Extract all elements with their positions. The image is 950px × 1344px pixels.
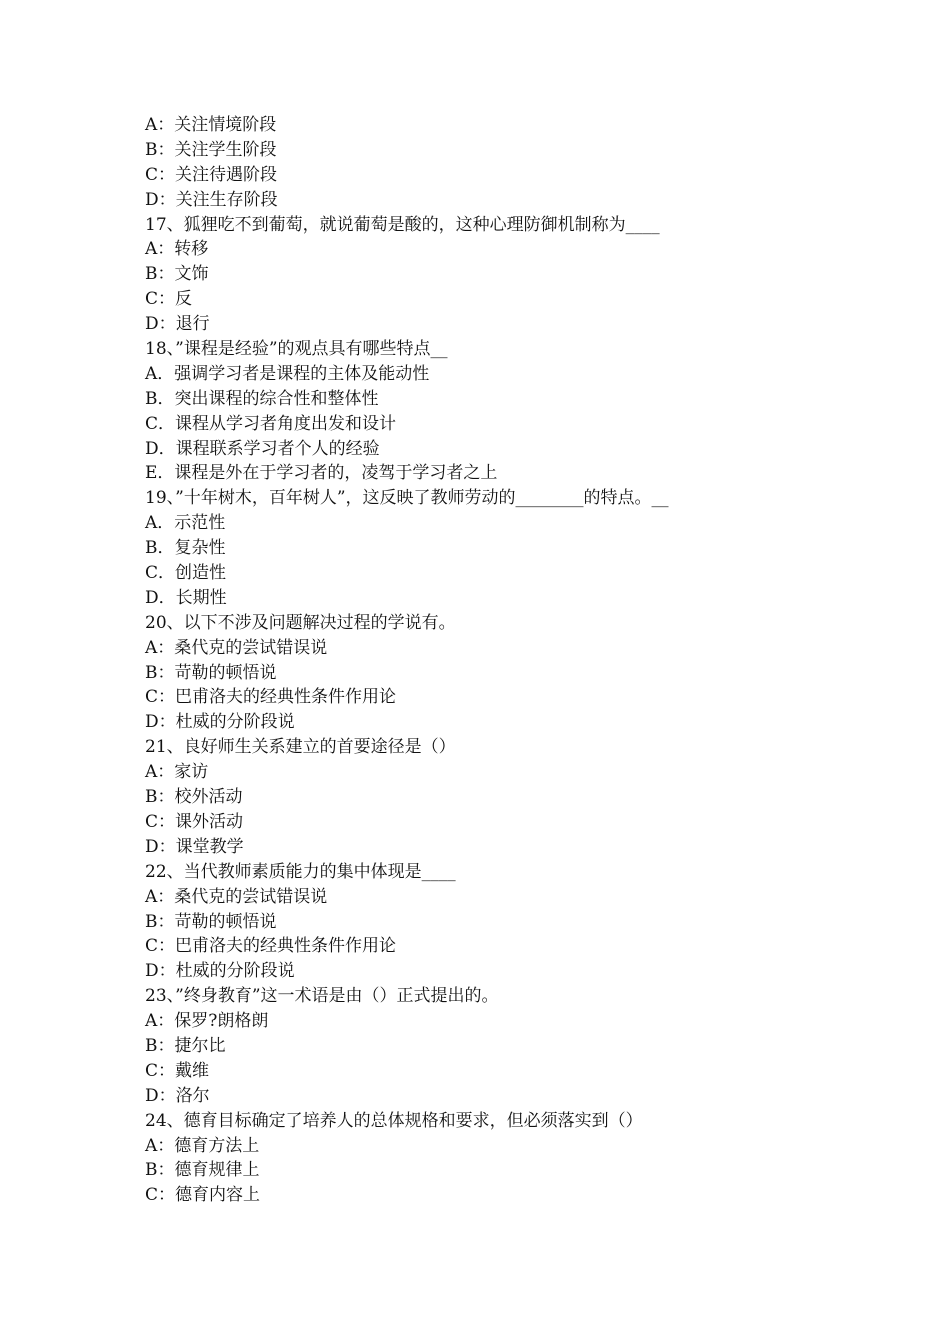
- question-18: 18、”课程是经验”的观点具有哪些特点__: [145, 339, 448, 360]
- option-line: B：苛勒的顿悟说: [145, 662, 277, 683]
- option-line: B：德育规律上: [145, 1160, 260, 1181]
- option-line: B：捷尔比: [145, 1035, 226, 1056]
- option-line: C：关注待遇阶段: [145, 164, 278, 185]
- option-line: C：巴甫洛夫的经典性条件作用论: [145, 687, 397, 708]
- option-line: A：保罗?朗格朗: [145, 1011, 269, 1032]
- question-17: 17、狐狸吃不到葡萄，就说葡萄是酸的，这种心理防御机制称为____: [145, 214, 660, 235]
- option-line: A：转移: [145, 239, 209, 260]
- option-line: D：课堂教学: [145, 836, 244, 857]
- question-22: 22、当代教师素质能力的集中体现是____: [145, 861, 456, 882]
- question-list: [145, 113, 845, 1208]
- option-line: C：课外活动: [145, 811, 244, 832]
- option-line: C：反: [145, 289, 193, 310]
- option-line: C．课程从学习者角度出发和设计: [145, 413, 397, 434]
- option-line: A：桑代克的尝试错误说: [145, 637, 328, 658]
- option-line: C：德育内容上: [145, 1185, 261, 1206]
- question-19: 19、”十年树木，百年树人”，这反映了教师劳动的________的特点。__: [145, 488, 669, 509]
- option-line: A：关注情境阶段: [145, 115, 277, 135]
- option-line: B：关注学生阶段: [145, 139, 277, 160]
- option-line: B．复杂性: [145, 538, 226, 559]
- question-20: 20、以下不涉及问题解决过程的学说有。: [145, 612, 456, 633]
- option-line: B：校外活动: [145, 787, 243, 808]
- option-line: A：桑代克的尝试错误说: [145, 886, 328, 907]
- option-line: A．强调学习者是课程的主体及能动性: [145, 363, 430, 384]
- option-line: B：文饰: [145, 264, 209, 285]
- option-line: D．课程联系学习者个人的经验: [145, 438, 380, 459]
- option-line: A：德育方法上: [145, 1135, 260, 1156]
- option-line: D：退行: [145, 314, 210, 335]
- option-line: E．课程是外在于学习者的，凌驾于学习者之上: [145, 463, 498, 484]
- option-line: A：家访: [145, 762, 209, 783]
- option-line: D：洛尔: [145, 1085, 210, 1106]
- question-23: 23、”终身教育”这一术语是由（）正式提出的。: [145, 986, 499, 1007]
- option-line: B．突出课程的综合性和整体性: [145, 388, 379, 409]
- option-line: B：苛勒的顿悟说: [145, 911, 277, 932]
- question-24: 24、德育目标确定了培养人的总体规格和要求，但必须落实到（）: [145, 1110, 643, 1131]
- question-21: 21、良好师生关系建立的首要途径是（）: [145, 737, 456, 758]
- option-line: D：杜威的分阶段说: [145, 961, 295, 982]
- option-line: C．创造性: [145, 563, 227, 584]
- option-line: D：关注生存阶段: [145, 189, 278, 210]
- option-line: D．长期性: [145, 587, 227, 608]
- option-line: C：巴甫洛夫的经典性条件作用论: [145, 936, 397, 957]
- option-line: D：杜威的分阶段说: [145, 712, 295, 733]
- option-line: A．示范性: [145, 513, 226, 534]
- option-line: C：戴维: [145, 1060, 210, 1081]
